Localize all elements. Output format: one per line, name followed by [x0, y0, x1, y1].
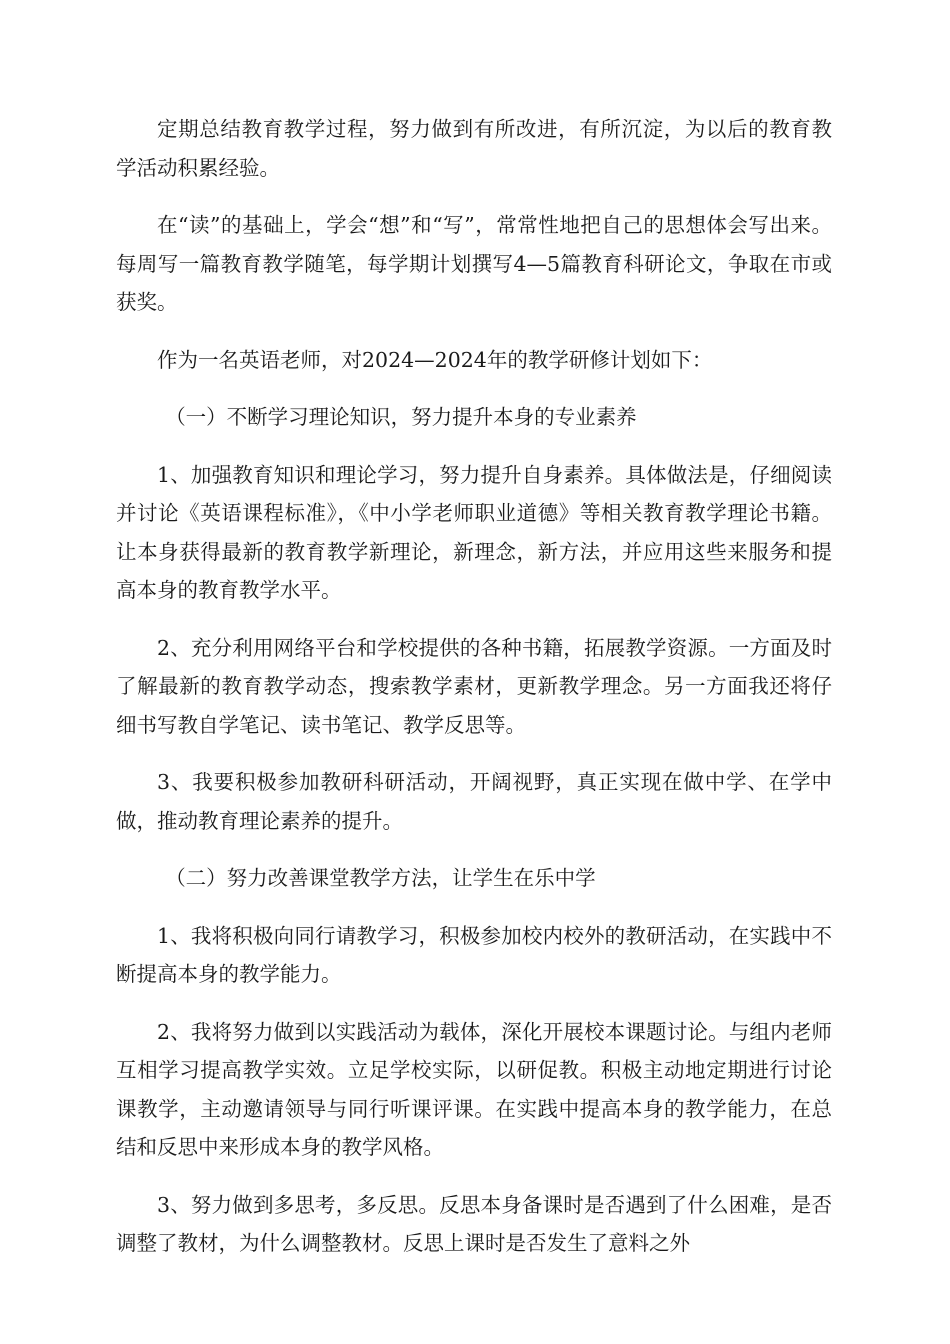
paragraph: 作为一名英语老师，对2024—2024年的教学研修计划如下：	[157, 347, 713, 372]
section-heading: （一）不断学习理论知识，努力提升本身的专业素养	[165, 405, 637, 429]
paragraph: 3、我要积极参加教研科研活动，开阔视野，真正实现在做中学、在学中做，推动教育理论素养的提升。	[116, 770, 832, 833]
paragraph: 2、我将努力做到以实践活动为载体，深化开展校本课题讨论。与组内老师互相学习提高教学实效。立足学校实际，以研促教。积极主动地定期进行讨论课教学，主动邀请领导与同行听课评课。在实践中提高本身的教学能力，在总结和反思中来形成本身的教学风格。	[116, 1019, 832, 1159]
paragraph: 1、加强教育知识和理论学习，努力提升自身素养。具体做法是，仔细阅读并讨论《英语课程标准》，《中小学老师职业道德》等相关教育教学理论书籍。让本身获得最新的教育教学新理论，新理念，新方法，并应用这些来服务和提高本身的教育教学水平。	[116, 462, 832, 602]
paragraph: 定期总结教育教学过程，努力做到有所改进，有所沉淀，为以后的教育教学活动积累经验。	[116, 117, 832, 180]
paragraph: 在“读”的基础上，学会“想”和“写”，常常性地把自己的思想体会写出来。每周写一篇教育教学随笔，每学期计划撰写4—5篇教育科研论文，争取在市或获奖。	[116, 213, 832, 314]
paragraph: 1、我将积极向同行请教学习，积极参加校内校外的教研活动，在实践中不断提高本身的教学能力。	[116, 923, 832, 986]
document-page	[116, 110, 832, 1282]
paragraph: 3、努力做到多思考，多反思。反思本身备课时是否遇到了什么困难，是否调整了教材，为什么调整教材。反思上课时是否发生了意料之外	[116, 1192, 832, 1255]
paragraph: 2、充分利用网络平台和学校提供的各种书籍，拓展教学资源。一方面及时了解最新的教育教学动态，搜索教学素材，更新教学理念。另一方面我还将仔细书写教自学笔记、读书笔记、教学反思等。	[116, 635, 832, 737]
section-heading: （二）努力改善课堂教学方法，让学生在乐中学	[165, 866, 596, 890]
